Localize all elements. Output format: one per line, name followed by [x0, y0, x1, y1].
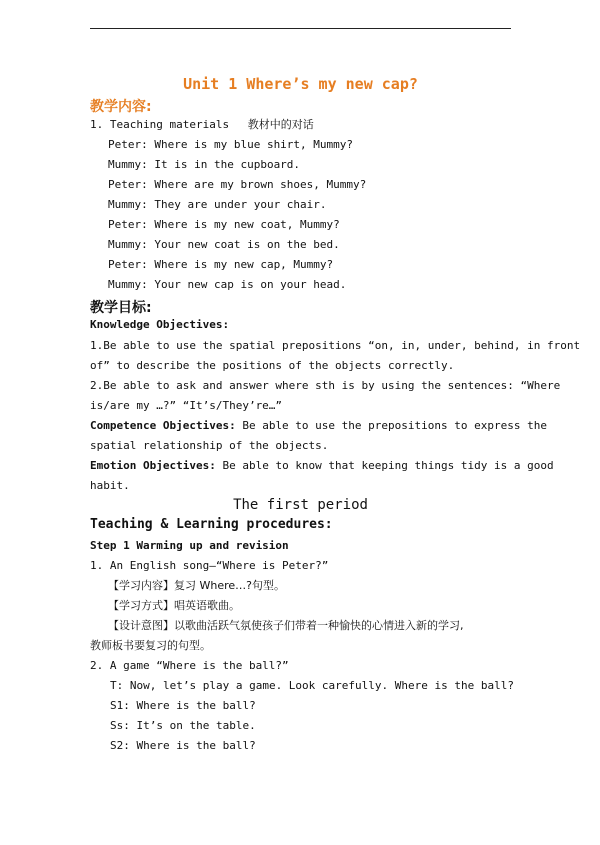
game-dialogue-line: S1: Where is the ball? — [110, 699, 256, 712]
dialogue-line: Peter: Where is my blue shirt, Mummy? — [108, 138, 354, 151]
item-1-design-intent-cont: 教师板书要复习的句型。 — [90, 639, 211, 652]
materials-heading-line — [90, 118, 511, 132]
dialogue-line: Mummy: They are under your chair. — [108, 198, 327, 211]
section-teaching-content: 教学内容: — [90, 99, 152, 115]
item-2-game: 2. A game “Where is the ball?” — [90, 659, 289, 672]
game-dialogue-line: Ss: It’s on the table. — [110, 719, 256, 732]
emotion-text: Be able to know that keeping things tidy is a good — [215, 459, 554, 472]
dialogue-line: Mummy: It is in the cupboard. — [108, 158, 301, 171]
dialogue-line: Peter: Where is my new coat, Mummy? — [108, 218, 340, 231]
competence-objectives-cont: spatial relationship of the objects. — [90, 439, 329, 452]
header-rule — [90, 28, 511, 29]
knowledge-objective-2-cont: is/are my …?” “It’s/They’re…” — [90, 399, 283, 412]
game-dialogue-line: T: Now, let’s play a game. Look carefully. Where is the ball? — [110, 679, 514, 692]
page-title: Unit 1 Where’s my new cap? — [183, 75, 418, 93]
emotion-objectives — [90, 459, 554, 473]
dialogue-line: Peter: Where is my new cap, Mummy? — [108, 258, 334, 271]
procedures-heading: Teaching & Learning procedures: — [90, 517, 333, 532]
emotion-objectives-cont: habit. — [90, 479, 130, 492]
materials-note: 教材中的对话 — [247, 118, 314, 131]
item-1-design-intent: 【设计意图】以歌曲活跃气氛使孩子们带着一种愉快的心情进入新的学习, — [108, 619, 464, 632]
section-teaching-goals: 教学目标: — [90, 300, 152, 316]
emotion-label: Emotion Objectives: — [90, 459, 216, 472]
dialogue-line: Mummy: Your new coat is on the bed. — [108, 238, 340, 251]
competence-text: Be able to use the prepositions to express the — [235, 419, 547, 432]
item-1-study-content: 【学习内容】复习 Where…?句型。 — [108, 579, 285, 592]
knowledge-objective-2: 2.Be able to ask and answer where sth is by using the sentences: “Where — [90, 379, 561, 392]
item-1-study-method: 【学习方式】唱英语歌曲。 — [108, 599, 240, 612]
period-title: The first period — [233, 497, 368, 513]
step-1-heading: Step 1 Warming up and revision — [90, 539, 289, 552]
dialogue-line: Peter: Where are my brown shoes, Mummy? — [108, 178, 367, 191]
competence-objectives — [90, 419, 547, 433]
materials-heading: 1. Teaching materials — [90, 118, 230, 131]
competence-label: Competence Objectives: — [90, 419, 236, 432]
knowledge-objective-1-cont: of” to describe the positions of the objects correctly. — [90, 359, 455, 372]
game-dialogue-line: S2: Where is the ball? — [110, 739, 256, 752]
knowledge-objective-1: 1.Be able to use the spatial prepositions “on, in, under, behind, in front — [90, 339, 581, 352]
item-1-song: 1. An English song—“Where is Peter?” — [90, 559, 329, 572]
dialogue-line: Mummy: Your new cap is on your head. — [108, 278, 347, 291]
knowledge-objectives-label: Knowledge Objectives: — [90, 318, 230, 331]
